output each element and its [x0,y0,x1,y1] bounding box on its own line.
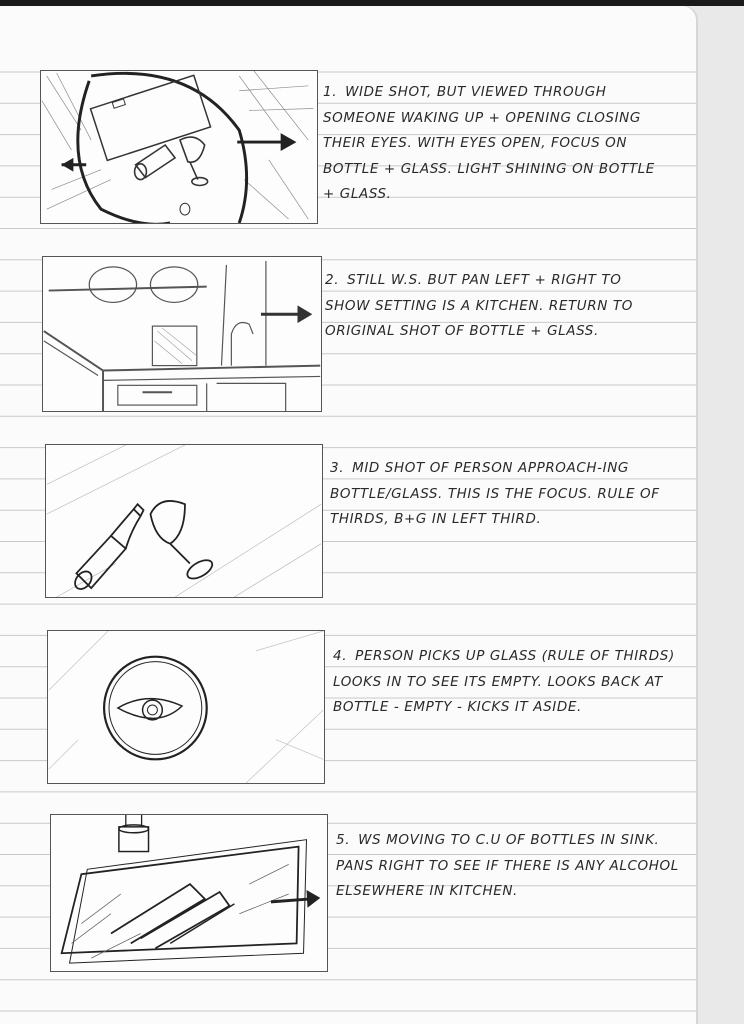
panel-description-5: WS MOVING TO C.U OF BOTTLES IN SINK. PANS RIGHT TO SEE IF THERE IS ANY ALCOHOL ELSEWHERE IN KITCHEN. [336,832,679,899]
panel-description-4: PERSON PICKS UP GLASS (RULE OF THIRDS) LOOKS IN TO SEE ITS EMPTY. LOOKS BACK AT BOTTLE - EMPTY - KICKS IT ASIDE. [333,648,675,715]
bottle-glass-sketch [46,445,322,597]
bottle-glass-eyelid-sketch [41,71,317,223]
sketch-frame-1 [40,70,318,224]
panel-note-4 [333,644,678,721]
sink-bottles-sketch [51,815,327,971]
notebook-page [0,6,696,1024]
panel-number-3: 3. [330,460,345,476]
panel-note-3 [330,456,675,533]
sketch-frame-3 [45,444,323,598]
panel-note-1 [323,80,668,208]
kitchen-sketch [43,257,321,411]
sketch-frame-4 [47,630,325,784]
panel-description-2: STILL W.S. BUT PAN LEFT + RIGHT TO SHOW SETTING IS A KITCHEN. RETURN TO ORIGINAL SHOT OF BOTTLE + GLASS. [325,272,633,339]
sketch-frame-5 [50,814,328,972]
panel-number-5: 5. [336,832,351,848]
glass-view-sketch [48,631,324,783]
panel-description-1: WIDE SHOT, BUT VIEWED THROUGH SOMEONE WAKING UP + OPENING CLOSING THEIR EYES. WITH EYES OPEN, FOCUS ON BOTTLE + GLASS. LIGHT SHINING ON BOTTLE + GLASS. [323,84,655,202]
panel-number-2: 2. [325,272,340,288]
panel-number-4: 4. [333,648,348,664]
panel-note-5 [336,828,681,905]
sketch-frame-2 [42,256,322,412]
panel-note-2 [325,268,670,345]
panel-number-1: 1. [323,84,338,100]
panel-description-3: MID SHOT OF PERSON APPROACH-ING BOTTLE/GLASS. THIS IS THE FOCUS. RULE OF THIRDS, B+G IN LEFT THIRD. [330,460,660,527]
